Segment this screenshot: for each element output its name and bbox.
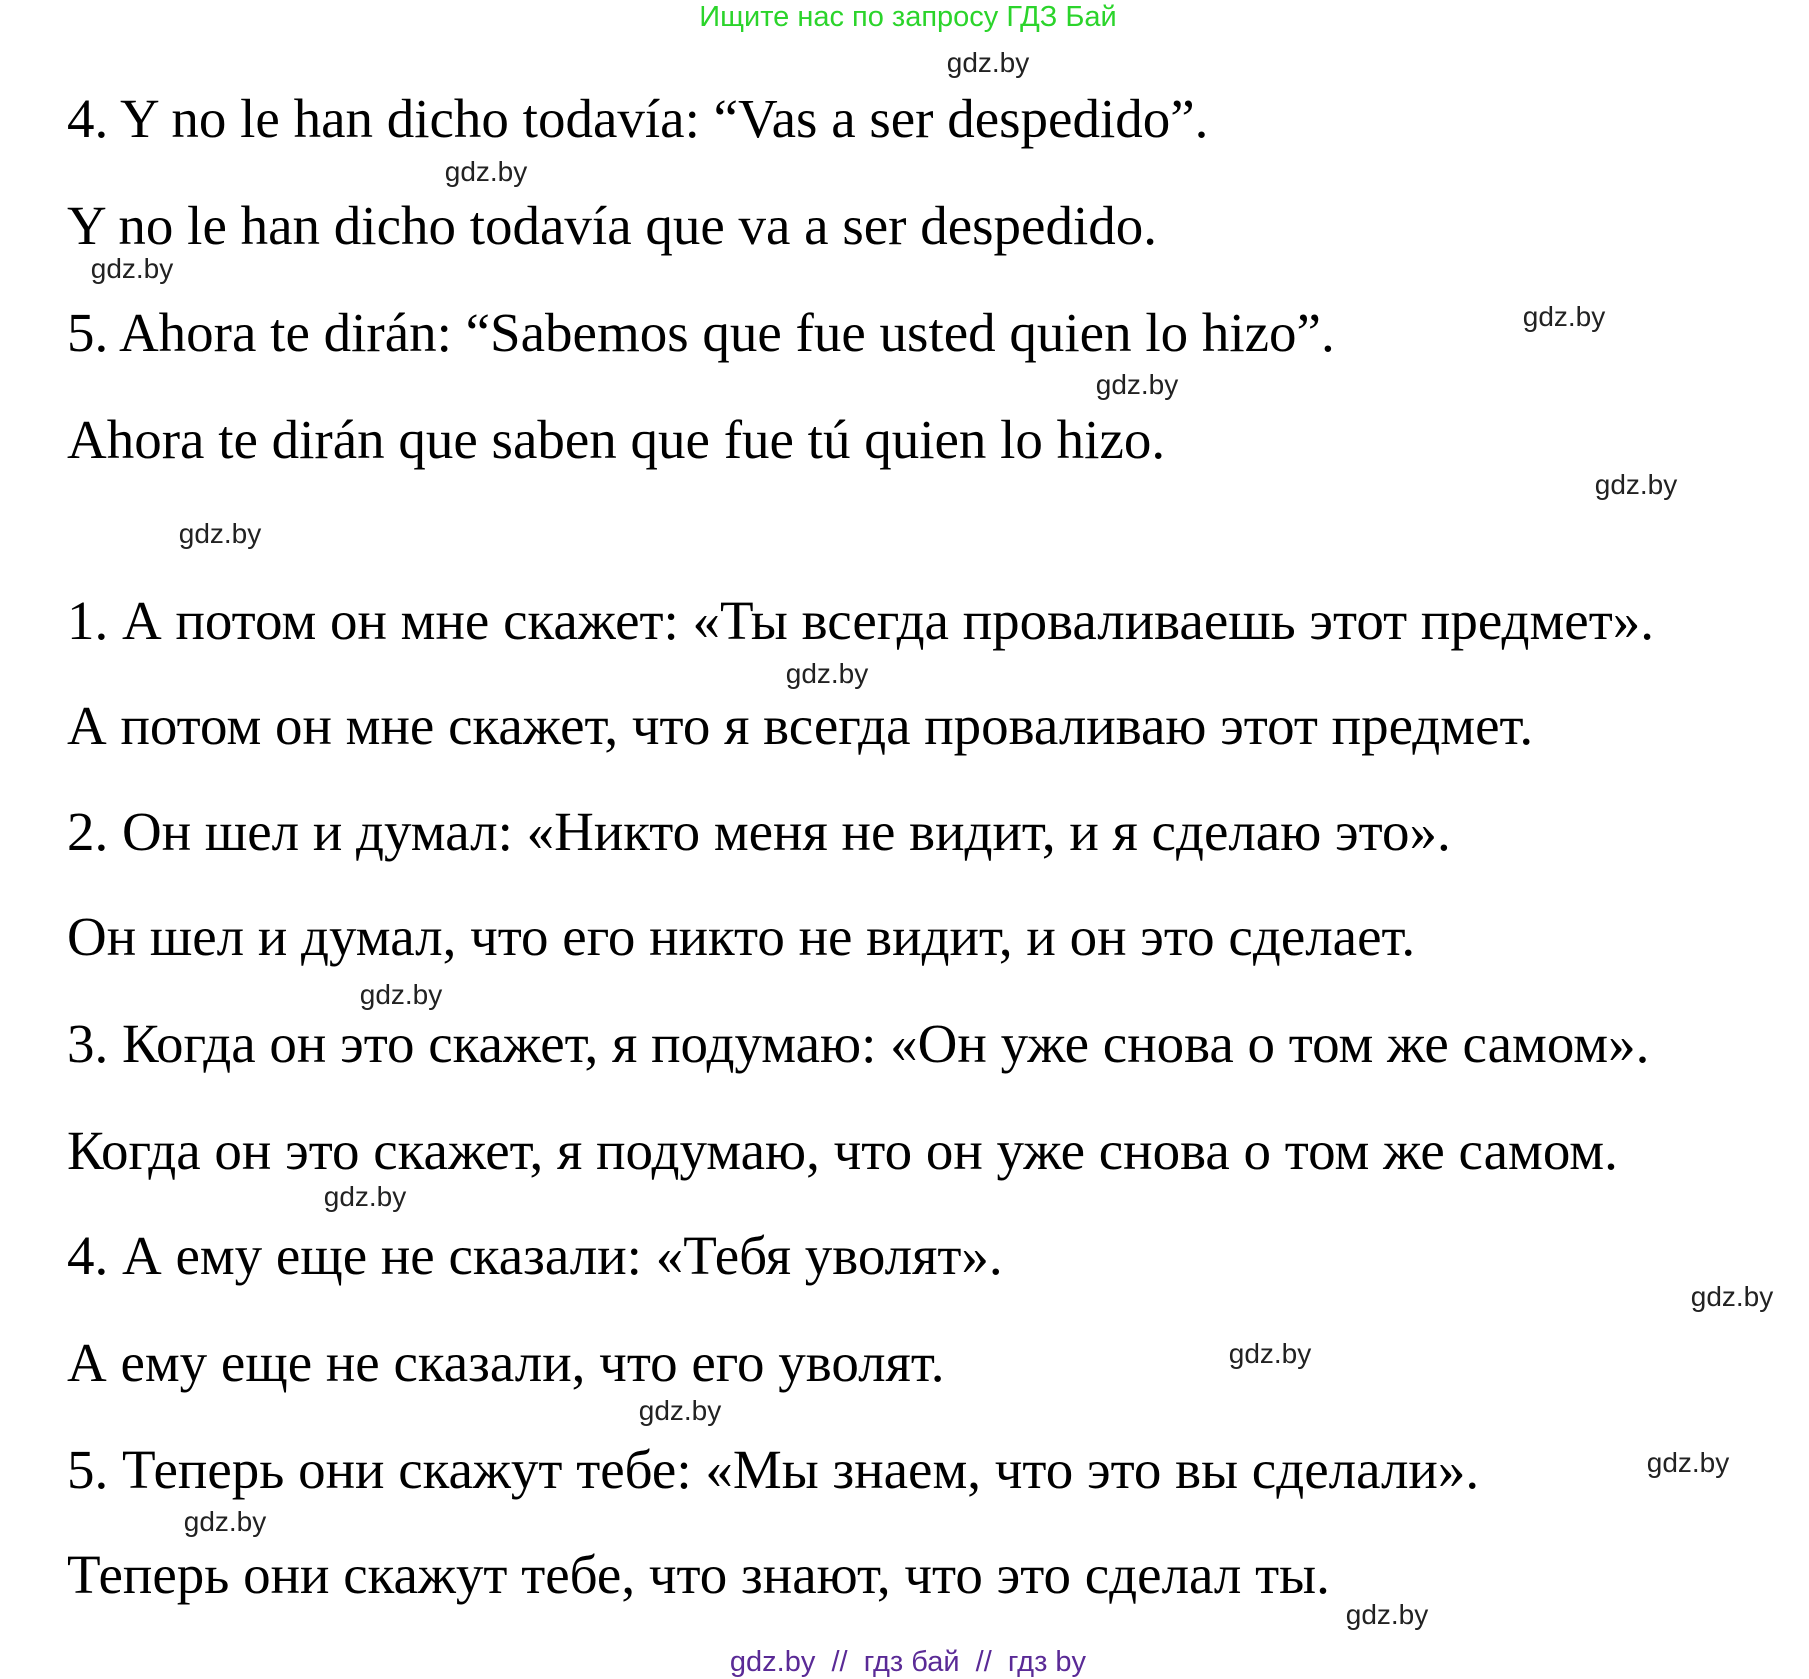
watermark: gdz.by: [359, 979, 443, 1010]
text-line: 4. А ему еще не сказали: «Тебя уволят».: [67, 1225, 1003, 1286]
watermark: gdz.by: [1228, 1338, 1312, 1369]
text-line: 2. Он шел и думал: «Никто меня не видит, и я сделаю это».: [67, 801, 1451, 862]
footer-links: gdz.by // гдз бай // гдз by: [729, 1646, 1087, 1678]
watermark: gdz.by: [1690, 1281, 1774, 1312]
text-line: 1. А потом он мне скажет: «Ты всегда проваливаешь этот предмет».: [67, 590, 1654, 651]
text-line: А потом он мне скажет, что я всегда проваливаю этот предмет.: [67, 695, 1534, 756]
text-line: Теперь они скажут тебе, что знают, что это сделал ты.: [67, 1544, 1330, 1605]
text-line: Он шел и думал, что его никто не видит, и он это сделает.: [67, 906, 1416, 967]
watermark: gdz.by: [183, 1506, 267, 1537]
header-banner: Ищите нас по запросу ГДЗ Бай: [699, 1, 1117, 33]
text-line: Ahora te dirán que saben que fue tú quien lo hizo.: [67, 409, 1166, 470]
text-line: 5. Ahora te dirán: “Sabemos que fue usted quien lo hizo”.: [67, 302, 1335, 363]
watermark: gdz.by: [1095, 369, 1179, 400]
watermark: gdz.by: [90, 253, 174, 284]
watermark: gdz.by: [323, 1181, 407, 1212]
text-line: Когда он это скажет, я подумаю, что он уже снова о том же самом.: [67, 1120, 1618, 1181]
text-line: 5. Теперь они скажут тебе: «Мы знаем, что это вы сделали».: [67, 1439, 1480, 1500]
watermark: gdz.by: [946, 47, 1030, 78]
text-line: Y no le han dicho todavía que va a ser despedido.: [67, 195, 1157, 256]
text-line: А ему еще не сказали, что его уволят.: [67, 1332, 945, 1393]
watermark: gdz.by: [638, 1395, 722, 1426]
text-line: 4. Y no le han dicho todavía: “Vas a ser despedido”.: [67, 88, 1209, 149]
watermark: gdz.by: [1522, 301, 1606, 332]
watermark: gdz.by: [1646, 1447, 1730, 1478]
watermark: gdz.by: [1345, 1599, 1429, 1630]
watermark: gdz.by: [785, 658, 869, 689]
text-line: 3. Когда он это скажет, я подумаю: «Он уже снова о том же самом».: [67, 1013, 1650, 1074]
watermark: gdz.by: [1594, 469, 1678, 500]
watermark: gdz.by: [178, 518, 262, 549]
watermark: gdz.by: [444, 156, 528, 187]
